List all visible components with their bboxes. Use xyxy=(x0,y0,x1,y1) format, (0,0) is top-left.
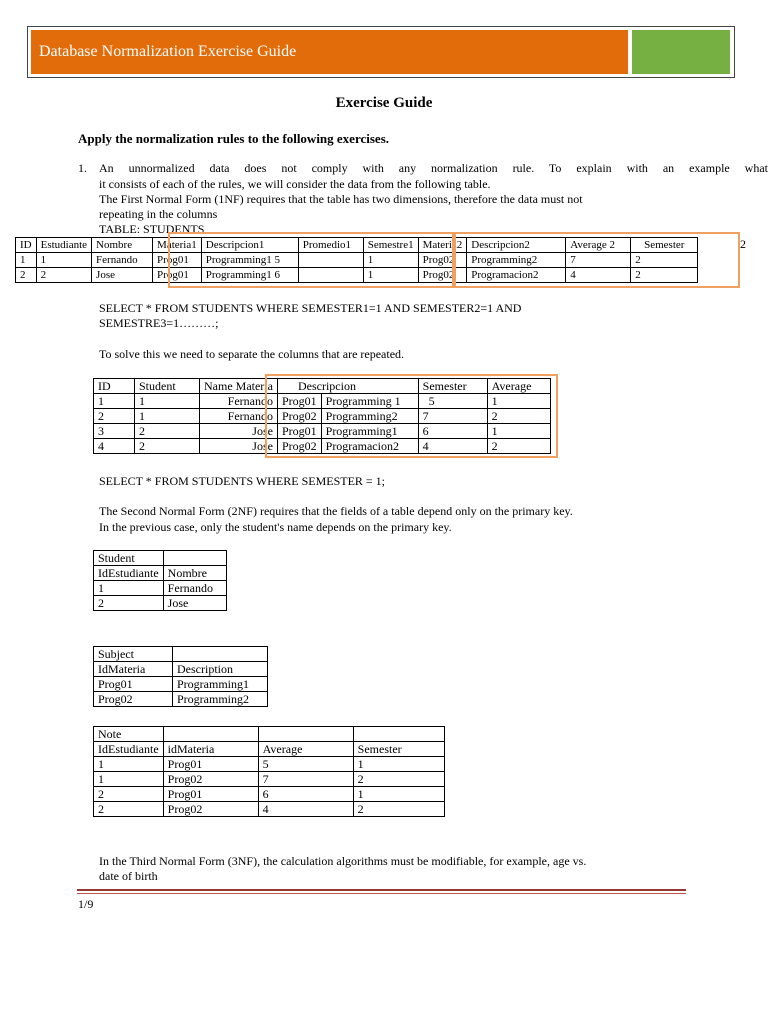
table-cell: 1 xyxy=(487,424,550,439)
table-header: Name Materia xyxy=(200,379,278,394)
para1-line1: An unnormalized data does not comply with any normalization rule. To explain with an example what xyxy=(99,161,768,175)
table-cell: Fernando xyxy=(92,253,153,268)
table-cell: Prog01 xyxy=(153,268,202,283)
student-table xyxy=(93,550,227,611)
table-cell: Prog02 xyxy=(94,692,173,707)
table-cell: Programming1 6 xyxy=(201,268,298,283)
table-cell: Fernando xyxy=(163,581,226,596)
table-cell: 1 xyxy=(135,394,200,409)
table-row xyxy=(94,692,268,707)
table-cell: Jose xyxy=(200,439,278,454)
table-cell: 2 xyxy=(135,439,200,454)
table-cell: 2 xyxy=(94,409,135,424)
footer-rule xyxy=(77,889,686,891)
table-cell: 1 xyxy=(487,394,550,409)
table-cell: 1 xyxy=(363,268,418,283)
table-cell: Prog01 xyxy=(153,253,202,268)
table-cell: 4 xyxy=(566,268,631,283)
table-cell: 6 xyxy=(418,424,487,439)
table-cell: Programming1 5 xyxy=(201,253,298,268)
table-header: idMateria xyxy=(163,742,258,757)
table-cell: 5 xyxy=(258,757,353,772)
table-cell: 2 xyxy=(135,424,200,439)
table-cell: Fernando xyxy=(200,409,278,424)
table-cell: Prog01 xyxy=(94,677,173,692)
table-row xyxy=(94,772,445,787)
table-header: Nombre xyxy=(163,566,226,581)
table-cell: 2 xyxy=(631,268,698,283)
table-cell: 4 xyxy=(94,439,135,454)
table-cell: Jose xyxy=(92,268,153,283)
page-title: Exercise Guide xyxy=(335,95,433,111)
table-header: IdEstudiante xyxy=(94,566,164,581)
table-header: Descripcion2 xyxy=(467,238,566,253)
table-cell: 2 xyxy=(94,596,164,611)
table-row xyxy=(16,268,698,283)
table-cell: Jose xyxy=(200,424,278,439)
table-caption: TABLE: STUDENTS xyxy=(99,222,205,236)
table-cell: Jose xyxy=(163,596,226,611)
banner-title: Database Normalization Exercise Guide xyxy=(31,30,628,74)
table-header: Descripcion xyxy=(277,379,418,394)
table-cell: 2 xyxy=(16,268,37,283)
table-header: Materia1 xyxy=(153,238,202,253)
table-row xyxy=(94,424,551,439)
list-item-number: 1. xyxy=(78,161,87,175)
table-header: Estudiante xyxy=(36,238,91,253)
table-header: Student xyxy=(135,379,200,394)
table-cell: Programming2 xyxy=(467,253,566,268)
table-cell xyxy=(258,727,353,742)
table-cell xyxy=(298,268,363,283)
table-header: Promedio1 xyxy=(298,238,363,253)
table-header-row xyxy=(94,742,445,757)
table-header-row xyxy=(94,566,227,581)
table-row xyxy=(16,253,698,268)
stray-number: 2 xyxy=(740,237,746,251)
banner-accent-block xyxy=(632,30,730,74)
table-cell: 4 xyxy=(418,439,487,454)
table-title-row xyxy=(94,727,445,742)
table-cell: Prog02 xyxy=(277,409,321,424)
table-cell: 1 xyxy=(353,787,444,802)
table-cell: 4 xyxy=(258,802,353,817)
table-cell: Programming2 xyxy=(173,692,268,707)
nf2-line1: The Second Normal Form (2NF) requires that the fields of a table depend only on the primary key. xyxy=(99,504,573,518)
table-cell: 2 xyxy=(487,439,550,454)
para1-line2: it consists of each of the rules, we will consider the data from the following table. xyxy=(99,177,491,191)
table-header: Semester xyxy=(418,379,487,394)
table-cell: 2 xyxy=(487,409,550,424)
table-cell xyxy=(353,727,444,742)
table-cell: Prog01 xyxy=(277,394,321,409)
table-cell xyxy=(163,551,226,566)
table-row xyxy=(94,439,551,454)
table-title: Student xyxy=(94,551,164,566)
table-cell: 1 xyxy=(94,394,135,409)
table-header: Semester xyxy=(631,238,698,253)
para1-line3: The First Normal Form (1NF) requires that the table has two dimensions, therefore the data must not xyxy=(99,192,583,206)
table-cell: 2 xyxy=(94,787,164,802)
table-cell: Programming1 xyxy=(321,424,418,439)
table-cell xyxy=(163,727,258,742)
table-title: Note xyxy=(94,727,164,742)
nf3-line2: date of birth xyxy=(99,869,158,883)
table-cell: Prog02 xyxy=(418,268,467,283)
table-header: Average xyxy=(258,742,353,757)
table-header-row xyxy=(16,238,698,253)
table-cell: Prog02 xyxy=(163,772,258,787)
table-cell: Prog02 xyxy=(163,802,258,817)
table-cell xyxy=(298,253,363,268)
table-title-row xyxy=(94,551,227,566)
table-header: Semestre1 xyxy=(363,238,418,253)
table-cell: 2 xyxy=(353,772,444,787)
table-title-row xyxy=(94,647,268,662)
students-table xyxy=(15,237,698,283)
table-header: Materia2 xyxy=(418,238,467,253)
table-cell: Programming1 xyxy=(173,677,268,692)
table-cell: 1 xyxy=(363,253,418,268)
table-cell: 5 xyxy=(418,394,487,409)
table-cell: Prog02 xyxy=(418,253,467,268)
table-cell: 1 xyxy=(16,253,37,268)
separated-table xyxy=(93,378,551,454)
footer-rule-thin xyxy=(77,893,686,894)
table-cell: Prog02 xyxy=(277,439,321,454)
table-row xyxy=(94,581,227,596)
table-cell: 2 xyxy=(36,268,91,283)
table-cell: Programming 1 xyxy=(321,394,418,409)
note-table xyxy=(93,726,445,817)
para1-line4: repeating in the columns xyxy=(99,207,218,221)
table-header: Average 2 xyxy=(566,238,631,253)
table-header: IdMateria xyxy=(94,662,173,677)
table-row xyxy=(94,677,268,692)
table-cell: 7 xyxy=(418,409,487,424)
page-number: 1/9 xyxy=(78,897,94,911)
table-cell: 1 xyxy=(353,757,444,772)
table-cell: 1 xyxy=(94,757,164,772)
sql-query-1-line1: SELECT * FROM STUDENTS WHERE SEMESTER1=1 AND SEMESTER2=1 AND xyxy=(99,301,522,315)
solve-text: To solve this we need to separate the columns that are repeated. xyxy=(99,347,405,361)
table-header-row xyxy=(94,379,551,394)
table-row xyxy=(94,757,445,772)
table-cell: 1 xyxy=(94,581,164,596)
nf3-line1: In the Third Normal Form (3NF), the calculation algorithms must be modifiable, for example, age vs. xyxy=(99,854,587,868)
table-title: Subject xyxy=(94,647,173,662)
table-cell: Programacion2 xyxy=(321,439,418,454)
table-cell: Prog01 xyxy=(163,787,258,802)
table-header: ID xyxy=(94,379,135,394)
table-cell: Programming2 xyxy=(321,409,418,424)
table-row xyxy=(94,409,551,424)
table-cell: Fernando xyxy=(200,394,278,409)
table-row xyxy=(94,394,551,409)
table-cell: 1 xyxy=(36,253,91,268)
table-cell: 1 xyxy=(94,772,164,787)
table-header: ID xyxy=(16,238,37,253)
table-header: Nombre xyxy=(92,238,153,253)
subject-table xyxy=(93,646,268,707)
page-subtitle: Apply the normalization rules to the following exercises. xyxy=(78,131,390,146)
table-cell: 1 xyxy=(135,409,200,424)
table-cell: Prog01 xyxy=(277,424,321,439)
sql-query-2: SELECT * FROM STUDENTS WHERE SEMESTER = 1; xyxy=(99,474,386,488)
table-header: Average xyxy=(487,379,550,394)
table-row xyxy=(94,787,445,802)
header-banner xyxy=(27,26,735,78)
table-header: Semester xyxy=(353,742,444,757)
table-cell: 3 xyxy=(94,424,135,439)
table-cell: Programacion2 xyxy=(467,268,566,283)
table-cell: 6 xyxy=(258,787,353,802)
table-row xyxy=(94,802,445,817)
table-cell: 2 xyxy=(353,802,444,817)
table-cell: Prog01 xyxy=(163,757,258,772)
table-header: IdEstudiante xyxy=(94,742,164,757)
table-header-row xyxy=(94,662,268,677)
nf2-line2: In the previous case, only the student's name depends on the primary key. xyxy=(99,520,452,534)
table-header: Descripcion1 xyxy=(201,238,298,253)
table-cell: 2 xyxy=(94,802,164,817)
table-cell: 7 xyxy=(566,253,631,268)
table-header: Description xyxy=(173,662,268,677)
sql-query-1-line2: SEMESTRE3=1………; xyxy=(99,316,219,330)
table-cell: 2 xyxy=(631,253,698,268)
table-row xyxy=(94,596,227,611)
table-cell xyxy=(173,647,268,662)
table-cell: 7 xyxy=(258,772,353,787)
